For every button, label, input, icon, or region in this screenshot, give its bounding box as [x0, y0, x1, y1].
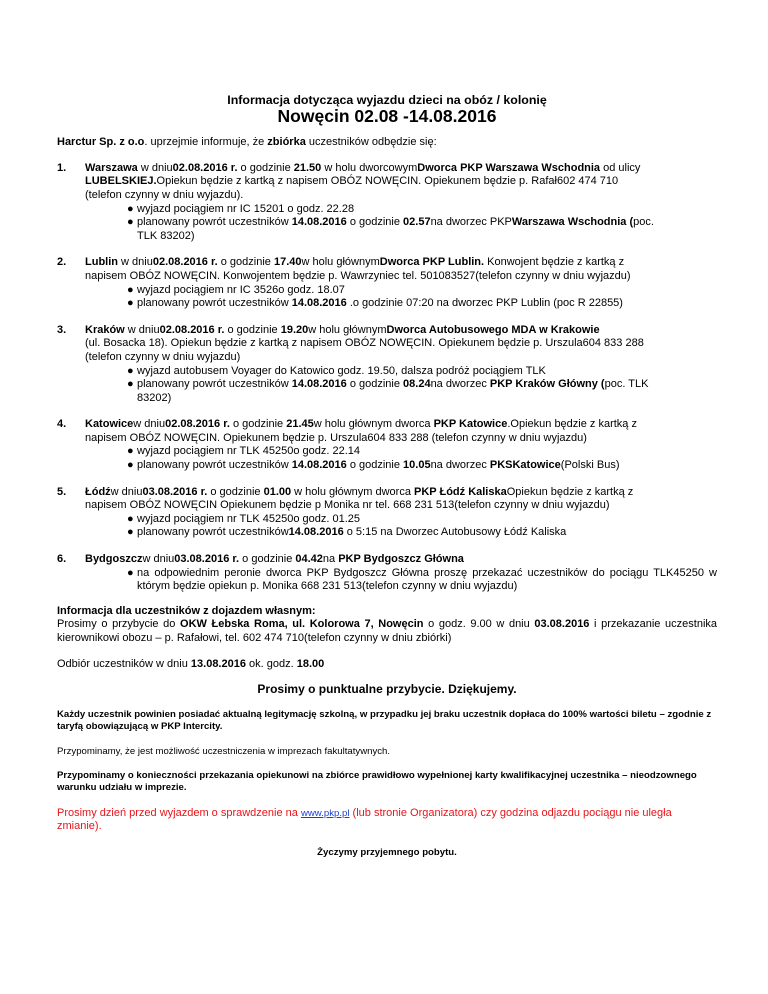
item-number: 1. — [57, 161, 67, 174]
bullet-departure: ● wyjazd pociągiem nr TLK 45250o godz. 22.14 — [127, 445, 360, 458]
bullet-departure: ● wyjazd pociągiem nr TLK 45250o godz. 01.25 — [127, 512, 360, 525]
departure-item-lublin: 2. Lublin w dniu02.08.2016 r. o godzinie 17.40w holu głównymDworca PKP Lublin. Konwojent będzie z kartką z napisem OBÓZ NOWĘCIN. Konwojentem będzie p. Wawrzyniec tel. 501083527(telefon czynny w dniu wyjazdu) ● wyjazd pociągiem nr IC 3526o godz. 18.07 ● planowany powrót uczestników 14.08.2016 .o godzinie 07:20 na dworzec PKP Lublin (poc R 22855) — [57, 256, 717, 310]
item-number: 6. — [57, 553, 67, 566]
own-transport-info: Informacja dla uczestników z dojazdem własnym: Prosimy o przybycie do OKW Łebska Roma, ul. Kolorowa 7, Nowęcin o godz. 9.00 w dniu 03.08.2016 i przekazanie uczestnika kierownikowi obozu – p. Rafałowi, tel. 602 474 710(telefon czynny w dniu zbiórki) — [57, 604, 718, 644]
bullet-return: ● planowany powrót uczestników 14.08.2016 .o godzinie 07:20 na dworzec PKP Lublin (poc R 22855) — [127, 297, 623, 310]
item-number: 3. — [57, 323, 67, 336]
bullet-return: ● planowany powrót uczestników 14.08.2016 o godzinie 02.57na dworzec PKPWarszawa Wschodnia (poc. TLK 83202) — [127, 216, 654, 242]
item-number: 4. — [57, 418, 67, 431]
pickup-info: Odbiór uczestników w dniu 13.08.2016 ok. godz. 18.00 — [57, 657, 325, 670]
departure-list — [57, 162, 717, 594]
departure-item-katowice: 4. Katowicew dniu02.08.2016 r. o godzinie 21.45w holu głównym dworca PKP Katowice.Opiekun będzie z kartką z napisem OBÓZ NOWĘCIN. Opiekunem będzie p. Urszula604 833 288 (telefon czynny w dniu wyjazdu) ● wyjazd pociągiem nr TLK 45250o godz. 22.14 ● planowany powrót uczestników 14.08.2016 o godzinie 10.05na dworzec PKSKatowice(Polski Bus) — [57, 418, 717, 472]
intro-paragraph: Harctur Sp. z o.o. uprzejmie informuje, że zbiórka uczestników odbędzie się: — [57, 136, 437, 149]
bullet-return: ● planowany powrót uczestników 14.08.2016 o godzinie 08.24na dworzec PKP Kraków Główny (poc. TLK 83202) — [127, 378, 649, 404]
document-title: Informacja dotycząca wyjazdu dzieci na obóz / kolonię — [227, 93, 547, 107]
bullet-return: ● planowany powrót uczestników14.08.2016 o 5:15 na Dworzec Autobusowy Łódź Kaliska — [127, 526, 567, 539]
item-number: 5. — [57, 485, 67, 498]
bullet-return: ● planowany powrót uczestników 14.08.2016 o godzinie 10.05na dworzec PKSKatowice(Polski Bus) — [127, 459, 620, 472]
punctual-notice: Prosimy o punktualne przybycie. Dziękujemy. — [257, 682, 517, 697]
pkp-link[interactable]: www.pkp.pl — [300, 807, 350, 819]
bullet-departure: ● wyjazd pociągiem nr IC 3526o godz. 18.07 — [127, 283, 345, 296]
departure-item-krakow: 3. Kraków w dniu02.08.2016 r. o godzinie 19.20w holu głównymDworca Autobusowego MDA w Krakowie (ul. Bosacka 18). Opiekun będzie z kartką z napisem OBÓZ NOWĘCIN. Opiekunem będzie p. Urszula604 833 288 (telefon czynny w dniu wyjazdu) ● wyjazd autobusem Voyager do Katowico godz. 19.50, dalsza podróż pociągiem TLK ● planowany powrót uczestników 14.08.2016 o godzinie 08.24na dworzec PKP Kraków Główny (poc. TLK 83202) — [57, 324, 717, 406]
optional-events-notice: Przypominamy, że jest możliwość uczestniczenia w imprezach fakultatywnych. — [57, 745, 391, 757]
id-card-notice: Każdy uczestnik powinien posiadać aktualną legitymację szkolną, w przypadku jej braku uczestnik dopłaca do 100% wartości biletu – zgodnie z taryfą obowiązującą w PKP Intercity. — [57, 708, 712, 733]
document-subtitle: Nowęcin 02.08 -14.08.2016 — [277, 105, 497, 126]
item-number: 2. — [57, 256, 67, 269]
bullet-departure: ● wyjazd pociągiem nr IC 15201 o godz. 22.28 — [127, 202, 355, 215]
departure-item-bydgoszcz: 6. Bydgoszczw dniu03.08.2016 r. o godzinie 04.42na PKP Bydgoszcz Główna ● na odpowiednim peronie dworca PKP Bydgoszcz Główna proszę przekazać uczestników do pociągu TLK45250 w którym będzie opiekun p. Monika 668 231 513(telefon czynny w dniu wyjazdu) — [57, 553, 717, 593]
bullet-departure: ● wyjazd autobusem Voyager do Katowico godz. 19.50, dalsza podróż pociągiem TLK — [127, 364, 546, 377]
closing-wish: Życzymy przyjemnego pobytu. — [317, 847, 457, 858]
check-departure-notice: Prosimy dzień przed wyjazdem o sprawdzenie na www.pkp.pl (lub stronie Organizatora) czy godzina odjazdu pociągu nie uległa zmianie). — [57, 806, 672, 833]
departure-item-warszawa: 1. Warszawa w dniu02.08.2016 r. o godzinie 21.50 w holu dworcowymDworca PKP Warszawa Wschodnia od ulicy LUBELSKIEJ.Opiekun będzie z kartką z napisem OBÓZ NOWĘCIN. Opiekunem będzie p. Rafał602 474 710 (telefon czynny w dniu wyjazdu). ● wyjazd pociągiem nr IC 15201 o godz. 22.28 ● planowany powrót uczestników 14.08.2016 o godzinie 02.57na dworzec PKPWarszawa Wschodnia (poc. TLK 83202) — [57, 162, 717, 244]
bullet-departure: ● na odpowiednim peronie dworca PKP Bydgoszcz Główna proszę przekazać uczestników do pociągu TLK45250 w którym będzie opiekun p. Monika 668 231 513(telefon czynny w dniu wyjazdu) — [127, 566, 717, 593]
qualification-card-notice: Przypominamy o konieczności przekazania opiekunowi na zbiórce prawidłowo wypełnionej karty kwalifikacyjnej uczestnika – nieodzownego warunku udziału w imprezie. — [57, 770, 697, 794]
document-page — [57, 94, 717, 859]
departure-item-lodz: 5. Łódźw dniu03.08.2016 r. o godzinie 01.00 w holu głównym dworca PKP Łódź KaliskaOpiekun będzie z kartką z napisem OBÓZ NOWĘCIN Opiekunem będzie p Monika nr tel. 668 231 513(telefon czynny w dniu wyjazdu) ● wyjazd pociągiem nr TLK 45250o godz. 01.25 ● planowany powrót uczestników14.08.2016 o 5:15 na Dworzec Autobusowy Łódź Kaliska — [57, 486, 717, 540]
